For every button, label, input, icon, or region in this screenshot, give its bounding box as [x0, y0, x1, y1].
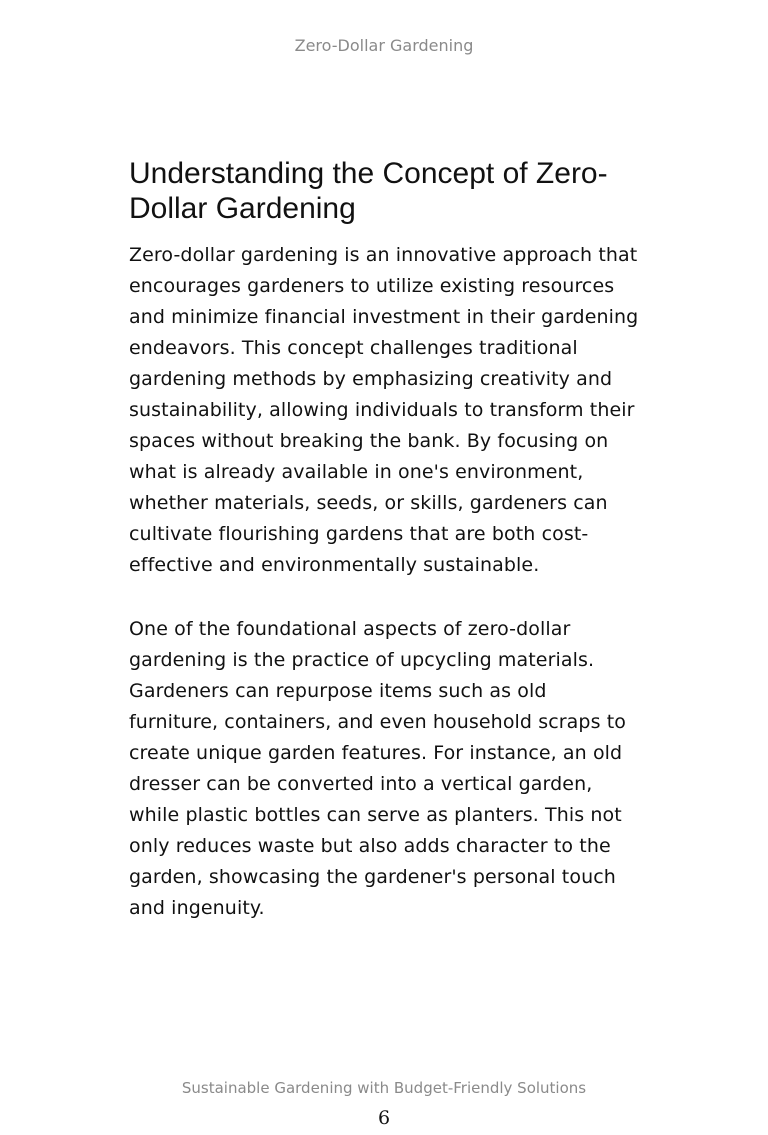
section-title: Understanding the Concept of Zero-Dollar Gardening — [129, 157, 608, 225]
page-number: 6 — [377, 1107, 391, 1129]
body-paragraph-1: Zero-dollar gardening is an innovative approach that encourages gardeners to utilize existing resources and minimize financial investment in their gardening endeavors. This concept challenges traditional gardening methods by emphasizing creativity and sustainability, allowing individuals to transform their spaces without breaking the bank. By focusing on what is already available in one's environment, whether materials, seeds, or skills, gardeners can cultivate flourishing gardens that are both cost-effective and environmentally sustainable. — [129, 244, 639, 576]
running-footer: Sustainable Gardening with Budget-Friendly Solutions — [181, 1079, 587, 1097]
running-header: Zero-Dollar Gardening — [294, 36, 474, 55]
page-content — [129, 156, 639, 924]
body-paragraph-2: One of the foundational aspects of zero-dollar gardening is the practice of upcycling materials. Gardeners can repurpose items such as old furniture, containers, and even household scraps to create unique garden features. For instance, an old dresser can be converted into a vertical garden, while plastic bottles can serve as planters. This not only reduces waste but also adds character to the garden, showcasing the gardener's personal touch and ingenuity. — [129, 618, 626, 919]
